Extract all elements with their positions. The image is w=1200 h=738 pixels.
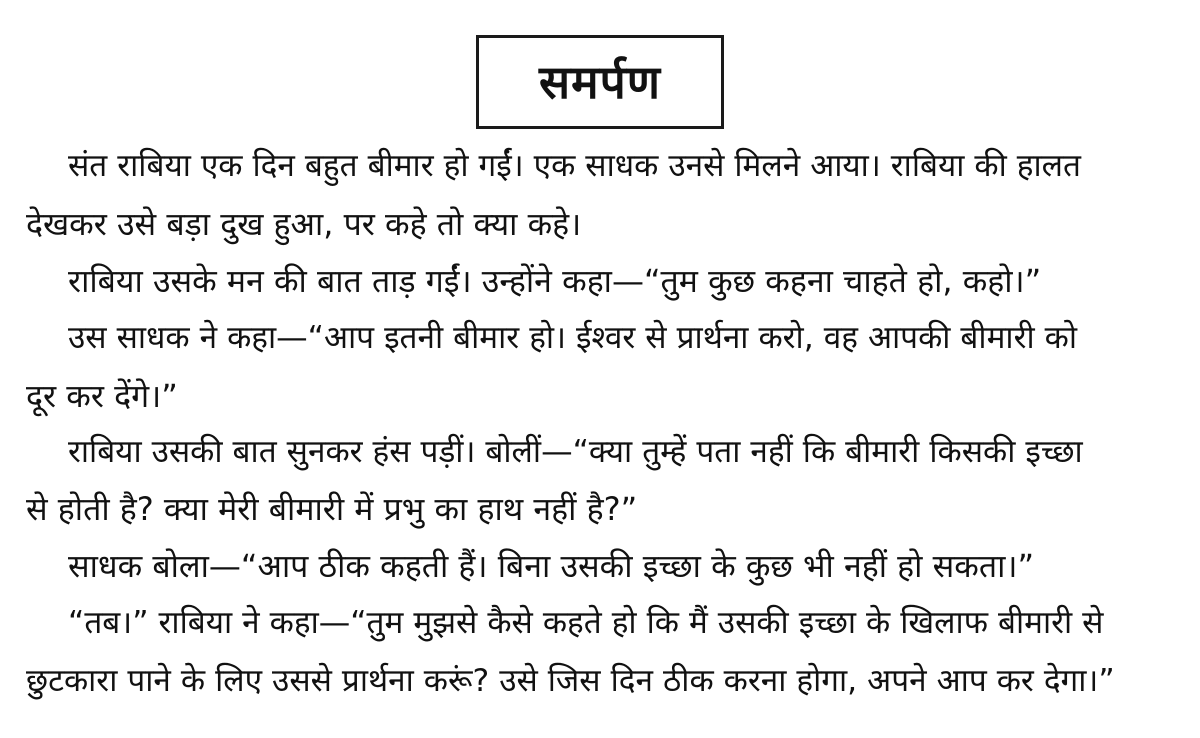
paragraph-line: राबिया उसकी बात सुनकर हंस पड़ीं। बोलीं—“क्या तुम्हें पता नहीं कि बीमारी किसकी इच्छा [68, 434, 1083, 470]
paragraph-line: साधक बोला—“आप ठीक कहती हैं। बिना उसकी इच्छा के कुछ भी नहीं हो सकता।” [68, 547, 1035, 585]
paragraph-line: संत राबिया एक दिन बहुत बीमार हो गईं। एक साधक उनसे मिलने आया। राबिया की हालत [68, 148, 1081, 184]
page-title: समर्पण [539, 55, 661, 109]
title-box [476, 35, 724, 129]
paragraph-line: उस साधक ने कहा—“आप इतनी बीमार हो। ईश्वर से प्रार्थना करो, वह आपकी बीमारी को [68, 320, 1077, 356]
paragraph-line: “तब।” राबिया ने कहा—“तुम मुझसे कैसे कहते हो कि मैं उसकी इच्छा के खिलाफ बीमारी से [68, 605, 1104, 641]
paragraph-line: दूर कर देंगे।” [26, 377, 178, 415]
paragraph-line: देखकर उसे बड़ा दुख हुआ, पर कहे तो क्या कहे। [26, 205, 582, 243]
paragraph-line: छुटकारा पाने के लिए उससे प्रार्थना करूं? उसे जिस दिन ठीक करना होगा, अपने आप कर देगा।” [26, 663, 1115, 699]
paragraph-line: से होती है? क्या मेरी बीमारी में प्रभु का हाथ नहीं है?” [26, 490, 638, 528]
paragraph-line: राबिया उसके मन की बात ताड़ गईं। उन्होंने कहा—“तुम कुछ कहना चाहते हो, कहो।” [68, 262, 1042, 300]
